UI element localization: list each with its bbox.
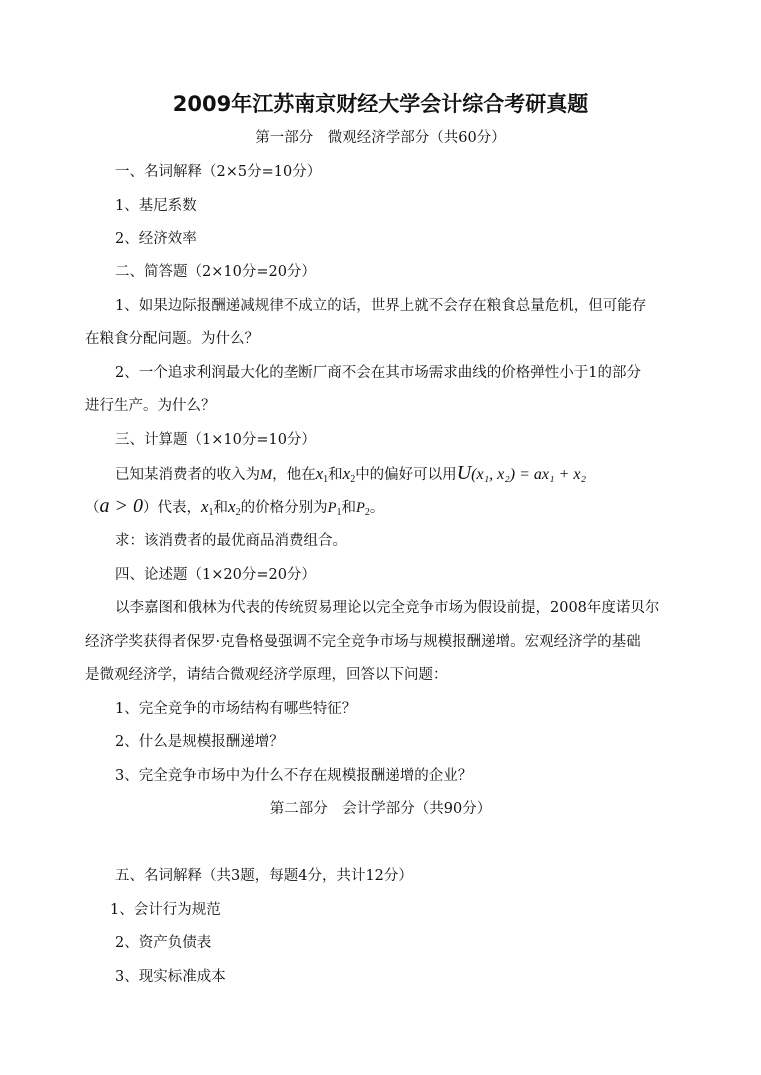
sec3-text-d: ）代表， <box>143 500 201 516</box>
sec4-para-line2: 经济学奖获得者保罗·克鲁格曼强调不完全竞争市场与规模报酬递增。宏观经济学的基础 <box>85 634 641 650</box>
sec3-text-e: 的价格分别为 <box>240 500 328 516</box>
sec1-item-1: 1、基尼系数 <box>115 198 197 214</box>
sec2-q2-line2: 进行生产。为什么？ <box>85 398 216 414</box>
sec3-line2: （a > 0）代表，$x_1$和$x_2$的价格分别为$P_1$和$P_2$。 <box>85 495 385 518</box>
sec4-para-line3: 是微观经济学，请结合微观经济学原理，回答以下问题： <box>85 667 448 683</box>
sec4-para-line1: 以李嘉图和俄林为代表的传统贸易理论以完全竞争市场为假设前提，2008年度诺贝尔 <box>115 600 660 616</box>
and-text: 和 <box>213 500 229 516</box>
sec2-heading: 二、简答题（2×10分=20分） <box>115 264 316 280</box>
and-text: 和 <box>341 500 356 516</box>
sec3-ask: 求：该消费者的最优商品消费组合。 <box>115 533 347 549</box>
part1-heading: 第一部分 微观经济学部分（共60分） <box>255 130 506 146</box>
x1-variable: x <box>315 464 324 483</box>
x2-variable: x <box>228 497 236 516</box>
part2-heading: 第二部分 会计学部分（共90分） <box>269 801 492 817</box>
sec3-heading: 三、计算题（1×10分=10分） <box>115 432 316 448</box>
sec4-item-1: 1、完全竞争的市场结构有哪些特征？ <box>115 701 357 717</box>
sec5-item-3: 3、现实标准成本 <box>115 969 226 985</box>
sec1-item-2: 2、经济效率 <box>115 231 197 247</box>
p2-variable: P <box>355 500 365 516</box>
sec3-text-a: 已知某消费者的收入为 <box>115 467 260 483</box>
sec3-text-c: 中的偏好可以用 <box>355 467 457 483</box>
sec4-heading: 四、论述题（1×20分=20分） <box>115 567 316 583</box>
sec1-heading: 一、名词解释（2×5分=10分） <box>115 164 322 180</box>
sec3-line1: 已知某消费者的收入为M，他在$x_1$和$x_2$中的偏好可以用U(x₁, x₂) = ax₁ + x₂ <box>115 462 587 485</box>
and-text: 和 <box>328 467 343 483</box>
condition: a > 0 <box>99 495 143 517</box>
sec2-q1-line2: 在粮食分配问题。为什么？ <box>85 331 259 347</box>
open-paren: （ <box>85 500 100 516</box>
sec5-item-2: 2、资产负债表 <box>115 935 212 951</box>
page-title: 2009年江苏南京财经大学会计综合考研真题 <box>172 92 589 116</box>
sec2-q2-line1: 2、一个追求利润最大化的垄断厂商不会在其市场需求曲线的价格弹性小于1的部分 <box>115 365 641 381</box>
x2-variable: x <box>342 464 351 483</box>
income-variable: M <box>260 467 273 483</box>
x1-variable: x <box>201 497 209 516</box>
sec5-item-1: 1、会计行为规范 <box>110 902 221 918</box>
sec5-heading: 五、名词解释（共3题，每题4分，共计12分） <box>115 868 413 884</box>
sec3-text-b: ，他在 <box>272 467 316 483</box>
utility-function: (x₁, x₂) = ax₁ + x₂ <box>471 466 587 483</box>
period: 。 <box>369 500 385 516</box>
sec4-item-3: 3、完全竞争市场中为什么不存在规模报酬递增的企业？ <box>115 768 473 784</box>
sec4-item-2: 2、什么是规模报酬递增？ <box>115 734 284 750</box>
sec2-q1-line1: 1、如果边际报酬递减规律不成立的话，世界上就不会存在粮食总量危机，但可能存 <box>115 298 647 314</box>
p1-variable: P <box>327 500 337 516</box>
utility-function-symbol: U <box>456 462 472 484</box>
